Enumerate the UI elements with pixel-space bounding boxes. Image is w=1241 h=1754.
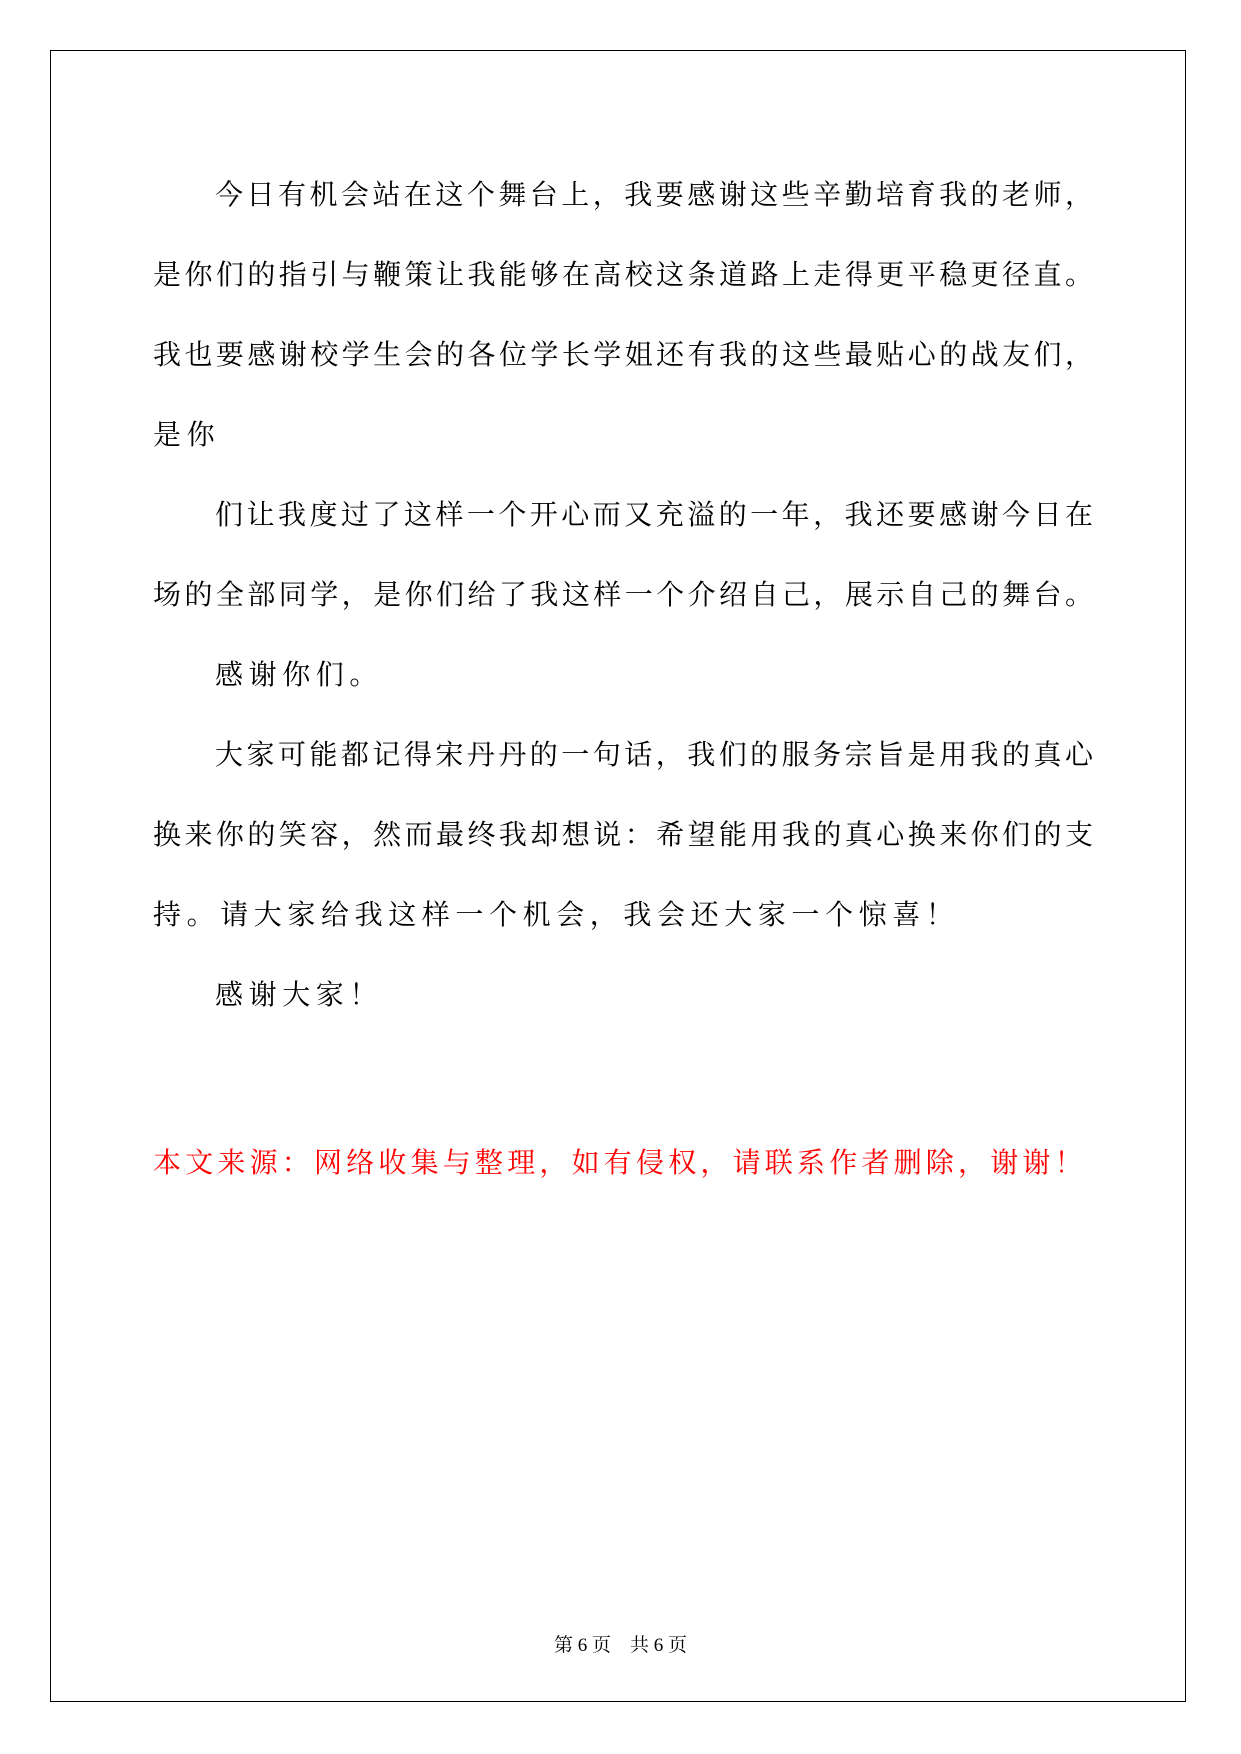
page-border [50, 50, 1186, 1702]
paragraph-line: 持。请大家给我这样一个机会，我会还大家一个惊喜！ [153, 898, 960, 931]
paragraph-line: 大家可能都记得宋丹丹的一句话，我们的服务宗旨是用我的真心 [215, 738, 1093, 771]
paragraph-line: 是你 [153, 418, 221, 451]
paragraph-line: 换来你的笑容，然而最终我却想说：希望能用我的真心换来你们的支 [153, 818, 1093, 851]
paragraph-line: 是你们的指引与鞭策让我能够在高校这条道路上走得更平稳更径直。 [153, 258, 1093, 291]
paragraph-line: 感谢大家！ [215, 978, 384, 1011]
source-note: 本文来源：网络收集与整理，如有侵权，请联系作者删除，谢谢！ [153, 1146, 1087, 1179]
paragraph-line: 感谢你们。 [215, 658, 384, 691]
paragraph-line: 们让我度过了这样一个开心而又充溢的一年，我还要感谢今日在 [215, 498, 1093, 531]
paragraph-line: 场的全部同学，是你们给了我这样一个介绍自己，展示自己的舞台。 [153, 578, 1093, 611]
paragraph-line: 我也要感谢校学生会的各位学长学姐还有我的这些最贴心的战友们， [153, 338, 1093, 371]
page-number-footer: 第 6 页 共 6 页 [553, 1635, 687, 1656]
paragraph-line: 今日有机会站在这个舞台上，我要感谢这些辛勤培育我的老师， [215, 178, 1093, 211]
